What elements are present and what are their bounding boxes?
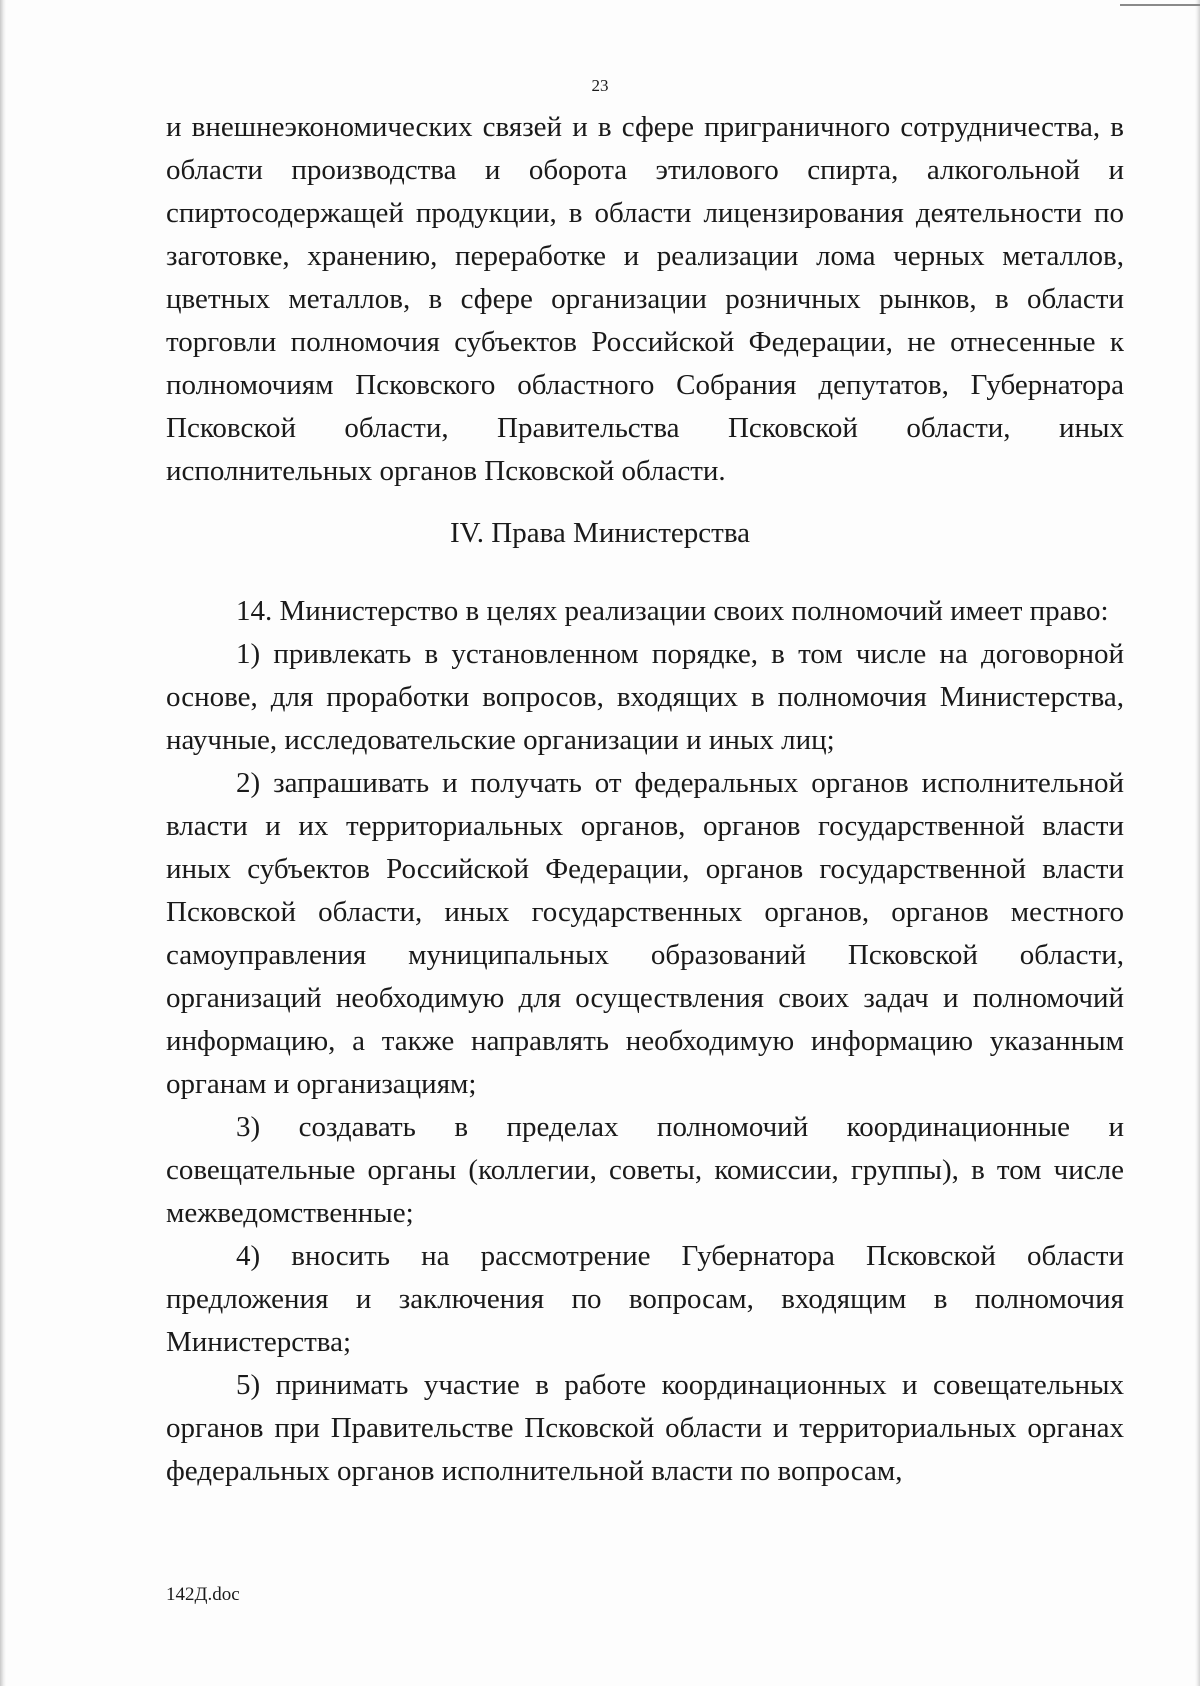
intro-section <box>166 106 1124 493</box>
list-item-5: 5) принимать участие в работе координационных и совещательных органов при Правительстве Псковской области и территориальных органах федеральных органов исполнительной власти по вопросам, <box>166 1369 1124 1487</box>
list-item-2: 2) запрашивать и получать от федеральных органов исполнительной власти и их территориальных органов, органов государственной власти иных субъектов Российской Федерации, органов государственной власти Псковской области, иных государственных органов, органов местного самоуправления муниципальных образований Псковской области, организаций необходимую для осуществления своих задач и полномочий информацию, а также направлять необходимую информацию указанным органам и организациям; <box>166 767 1124 1100</box>
intro-paragraph: и внешнеэкономических связей и в сфере приграничного сотрудничества, в области производства и оборота этилового спирта, алкогольной и спиртосодержащей продукции, в области лицензирования деятельности по заготовке, хранению, переработке и реализации лома черных металлов, цветных металлов, в сфере организации розничных рынков, в области торговли полномочия субъектов Российской Федерации, не отнесенные к полномочиям Псковского областного Собрания депутатов, Губернатора Псковской области, Правительства Псковской области, иных исполнительных органов Псковской области. <box>166 111 1124 487</box>
list-item-1: 1) привлекать в установленном порядке, в том числе на договорной основе, для проработки вопросов, входящих в полномочия Министерства, научные, исследовательские организации и иных лиц; <box>166 638 1124 756</box>
scan-corner-mark <box>1120 4 1200 6</box>
list-item-4: 4) вносить на рассмотрение Губернатора Псковской области предложения и заключения по вопросам, входящим в полномочия Министерства; <box>166 1240 1124 1358</box>
rights-section <box>166 590 1124 1493</box>
page-number: 23 <box>591 76 609 95</box>
footer-filename: 142Д.doc <box>166 1584 240 1605</box>
scan-right-edge <box>1195 0 1200 1686</box>
section-heading: IV. Права Министерства <box>449 517 751 549</box>
scan-left-edge <box>0 0 6 1686</box>
clause-14-paragraph: 14. Министерство в целях реализации своих полномочий имеет право: <box>236 595 1109 627</box>
list-item-3: 3) создавать в пределах полномочий координационные и совещательные органы (коллегии, советы, комиссии, группы), в том числе межведомственные; <box>166 1111 1124 1229</box>
